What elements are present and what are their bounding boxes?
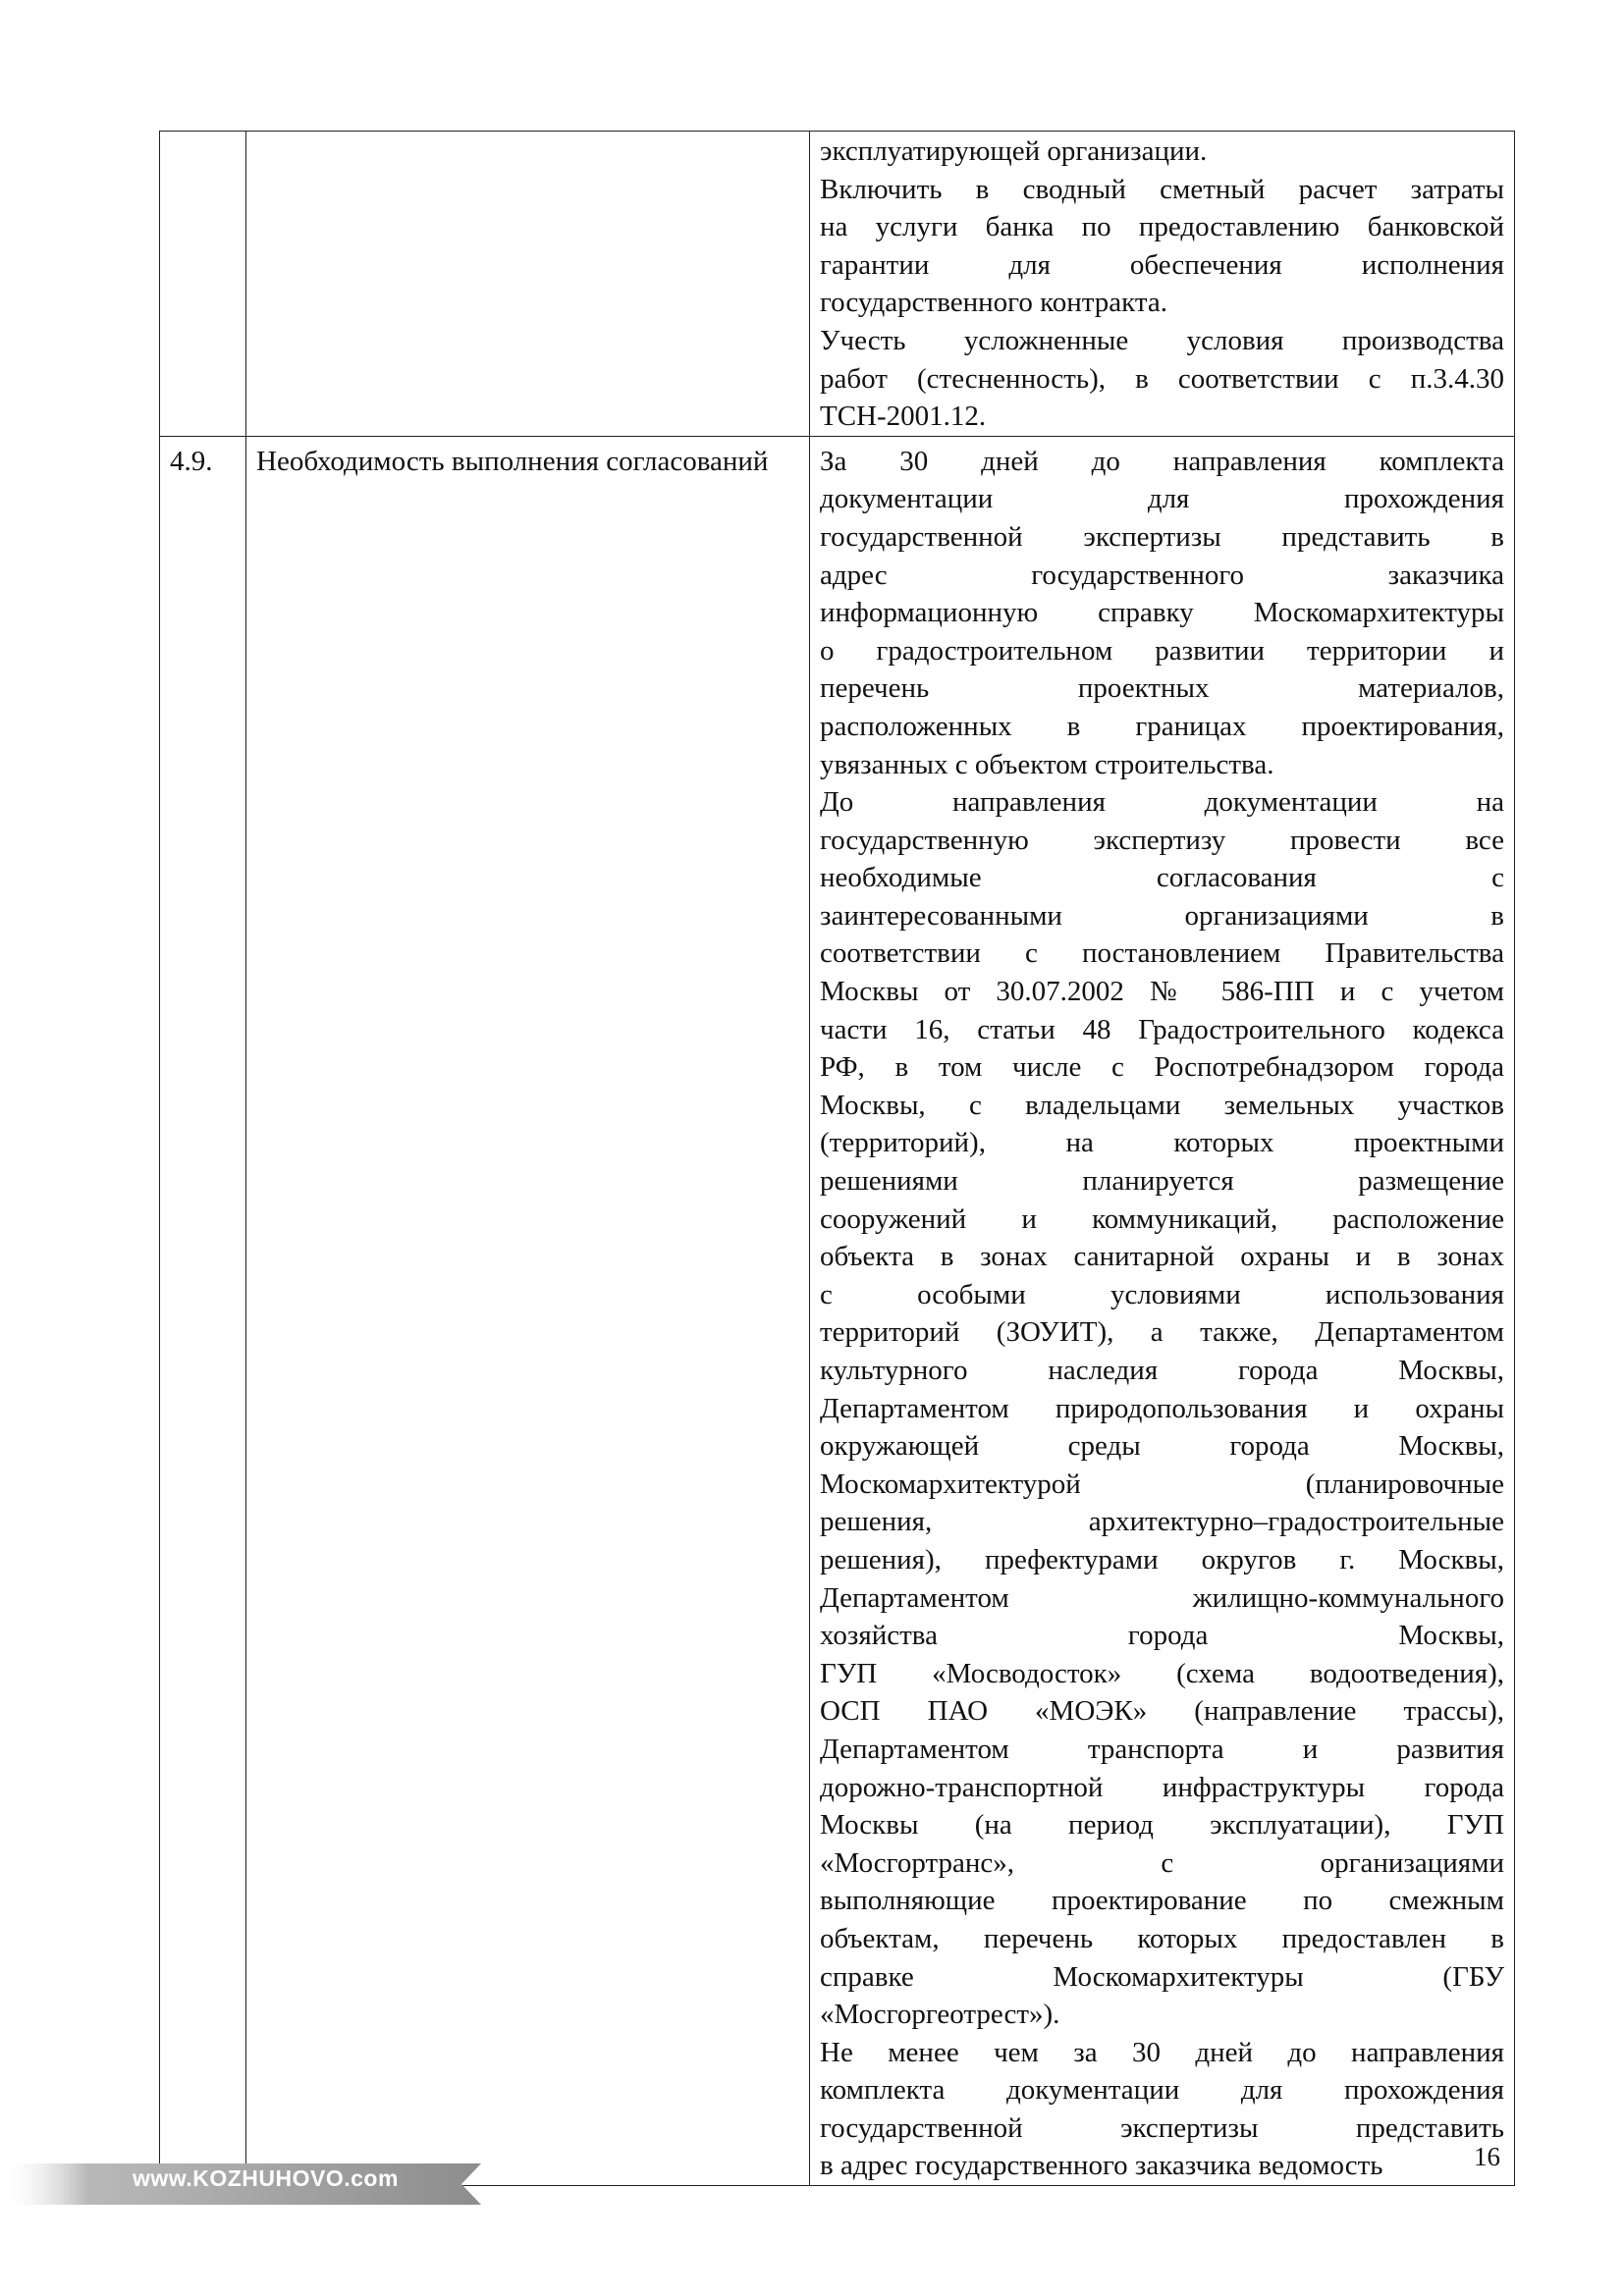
row-name-cell: Необходимость выполнения согласований <box>246 436 810 2185</box>
description-paragraph <box>820 133 1504 171</box>
row-name-cell <box>246 132 810 437</box>
row-number-cell: 4.9. <box>160 436 246 2185</box>
description-line: выполняющие проектирование по смежным <box>820 1885 1504 1917</box>
description-line: ТСН-2001.12. <box>820 400 987 433</box>
description-line: Москвы, с владельцами земельных участков <box>820 1089 1504 1121</box>
description-line: увязанных с объектом строительства. <box>820 748 1274 780</box>
description-paragraph <box>820 443 1504 783</box>
description-line: Не менее чем за 30 дней до направления <box>820 2036 1504 2068</box>
description-line: Москомархитектурой (планировочные <box>820 1468 1504 1500</box>
description-paragraph <box>820 783 1504 2034</box>
description-line: решения), префектурами округов г. Москвы, <box>820 1543 1504 1575</box>
description-line: Департаментом жилищно-коммунального <box>820 1581 1504 1614</box>
row-number-cell <box>160 132 246 437</box>
description-line: сооружений и коммуникаций, расположение <box>820 1202 1504 1235</box>
description-line: части 16, статьи 48 Градостроительного кодекса <box>820 1013 1504 1045</box>
description-line: эксплуатирующей организации. <box>820 135 1208 167</box>
table-row <box>160 436 1515 2185</box>
description-line: соответствии с постановлением Правительства <box>820 937 1504 970</box>
requirements-table <box>159 131 1515 2186</box>
description-line: адрес государственного заказчика <box>820 559 1504 591</box>
description-line: Департаментом природопользования и охраны <box>820 1392 1504 1424</box>
description-line: комплекта документации для прохождения <box>820 2074 1504 2107</box>
description-line: «Мосгортранс», с организациями <box>820 1846 1504 1879</box>
description-line: решения, архитектурно–градостроительные <box>820 1506 1504 1538</box>
description-line: РФ, в том числе с Роспотребнадзором города <box>820 1051 1504 1084</box>
description-line: ГУП «Мосводосток» (схема водоотведения), <box>820 1657 1504 1689</box>
description-line: Москвы от 30.07.2002 № 586-ПП и с учетом <box>820 976 1504 1008</box>
description-line: До направления документации на <box>820 786 1504 819</box>
description-line: необходимые согласования с <box>820 862 1504 894</box>
description-line: объекта в зонах санитарной охраны и в зонах <box>820 1241 1504 1273</box>
description-line: работ (стесненность), в соответствии с п.3.4.30 <box>820 362 1504 395</box>
table-row <box>160 132 1515 437</box>
row-description-cell <box>810 436 1515 2185</box>
description-line: хозяйства города Москвы, <box>820 1620 1504 1652</box>
description-line: с особыми условиями использования <box>820 1278 1504 1310</box>
description-line: (территорий), на которых проектными <box>820 1127 1504 1159</box>
description-line: Включить в сводный сметный расчет затраты <box>820 173 1504 205</box>
description-line: окружающей среды города Москвы, <box>820 1430 1504 1463</box>
description-line: За 30 дней до направления комплекта <box>820 445 1504 477</box>
description-line: Департаментом транспорта и развития <box>820 1733 1504 1765</box>
description-line: Москвы (на период эксплуатации), ГУП <box>820 1809 1504 1842</box>
description-line: культурного наследия города Москвы, <box>820 1355 1504 1386</box>
description-paragraph <box>820 171 1504 322</box>
description-line: о градостроительном развитии территории и <box>820 634 1504 667</box>
description-line: решениями планируется размещение <box>820 1165 1504 1198</box>
description-line: государственной экспертизы представить в <box>820 520 1504 553</box>
description-line: государственного контракта. <box>820 287 1167 319</box>
description-line: на услуги банка по предоставлению банковской <box>820 211 1504 243</box>
description-line: Учесть усложненные условия производства <box>820 324 1504 356</box>
description-paragraph <box>820 2034 1504 2185</box>
description-line: перечень проектных материалов, <box>820 672 1504 705</box>
description-line: государственную экспертизу провести все <box>820 824 1504 856</box>
row-description-cell <box>810 132 1515 437</box>
footer-url: www.KOZHUHOVO.com <box>133 2165 399 2191</box>
description-line: справке Москомархитектуры (ГБУ <box>820 1960 1504 1993</box>
description-line: дорожно-транспортной инфраструктуры города <box>820 1771 1504 1803</box>
description-line: гарантии для обеспечения исполнения <box>820 248 1504 281</box>
description-line: расположенных в границах проектирования, <box>820 710 1504 742</box>
description-line: заинтересованными организациями в <box>820 899 1504 932</box>
description-line: информационную справку Москомархитектуры <box>820 597 1504 629</box>
page-number: 16 <box>1474 2142 1500 2171</box>
description-line: территорий (ЗОУИТ), а также, Департаментом <box>820 1316 1504 1349</box>
description-line: документации для прохождения <box>820 483 1504 515</box>
description-line: в адрес государственного заказчика ведомость <box>820 2150 1383 2182</box>
description-paragraph <box>820 322 1504 436</box>
description-line: объектам, перечень которых предоставлен в <box>820 1922 1504 1954</box>
description-line: ОСП ПАО «МОЭК» (направление трассы), <box>820 1695 1504 1728</box>
description-line: «Мосгоргеотрест»). <box>820 1999 1060 2031</box>
description-line: государственной экспертизы представить <box>820 2111 1504 2144</box>
